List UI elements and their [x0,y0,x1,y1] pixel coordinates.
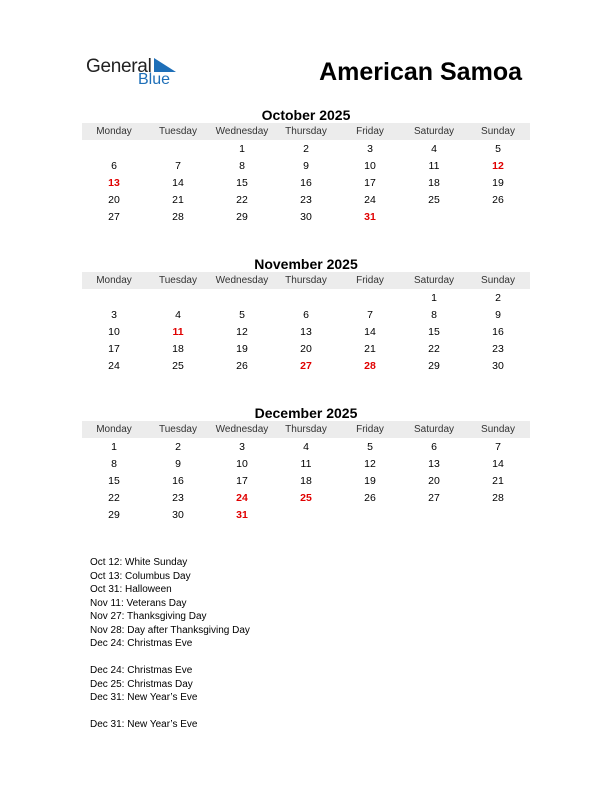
date-cell: 4 [175,308,181,321]
date-cell: 8 [431,308,437,321]
date-cell: 16 [172,474,184,487]
weekday-label: Tuesday [159,275,197,286]
date-cell: 9 [303,159,309,172]
date-cell: 14 [364,325,376,338]
date-cell: 9 [495,308,501,321]
month-title: November 2025 [254,256,358,272]
date-cell: 14 [172,176,184,189]
month-calendar [82,107,530,225]
week-row [82,174,530,191]
date-cell: 3 [367,142,373,155]
date-cell: 27 [428,491,440,504]
date-cell: 17 [236,474,248,487]
date-cell: 10 [108,325,120,338]
weekday-label: Saturday [413,126,455,137]
date-cell: 19 [492,176,504,189]
week-row [82,323,530,340]
weekday-label: Friday [356,126,384,137]
date-cell: 6 [303,308,309,321]
date-cell: 16 [300,176,312,189]
date-cell: 3 [239,440,245,453]
holiday-item: Dec 31: New Year’s Eve [90,719,198,730]
date-cell: 23 [492,342,504,355]
date-cell: 23 [300,193,312,206]
holiday-item: Dec 25: Christmas Day [90,678,193,690]
date-cell: 30 [492,359,504,372]
holiday-date-cell: 11 [172,325,184,338]
general-blue-logo [86,56,186,92]
date-cell: 22 [236,193,248,206]
weekday-label: Thursday [285,275,327,286]
date-cell: 21 [172,193,184,206]
date-cell: 21 [492,474,504,487]
month-title: October 2025 [261,107,351,123]
holiday-date-cell: 24 [236,491,248,504]
holiday-group-spacer [90,651,250,665]
weekday-label: Monday [96,275,132,286]
date-cell: 26 [492,193,504,206]
country-title: American Samoa [319,58,522,86]
logo-word-blue: Blue [138,71,171,88]
date-cell: 6 [111,159,117,172]
holiday-item: Nov 28: Day after Thanksgiving Day [90,624,250,636]
date-cell: 26 [236,359,248,372]
date-cell: 28 [172,210,184,223]
date-cell: 15 [236,176,248,189]
holiday-date-cell: 27 [300,359,312,372]
weekday-label: Saturday [413,424,455,435]
date-cell: 20 [108,193,120,206]
date-cell: 4 [303,440,309,453]
date-cell: 5 [239,308,245,321]
holiday-item: Oct 31: Halloween [90,584,172,595]
week-row [82,340,530,357]
month-calendar [82,256,530,374]
week-row [82,472,530,489]
week-row [82,455,530,472]
date-cell: 16 [492,325,504,338]
date-cell: 19 [364,474,376,487]
date-cell: 24 [108,359,120,372]
date-cell: 23 [172,491,184,504]
date-cell: 12 [364,457,376,470]
date-cell: 2 [495,291,501,304]
week-row [82,438,530,455]
holiday-item: Dec 24: Christmas Eve [90,638,193,649]
date-cell: 13 [428,457,440,470]
date-cell: 12 [236,325,248,338]
holiday-item: Nov 11: Veterans Day [90,597,187,609]
holiday-date-cell: 31 [236,508,248,521]
date-cell: 30 [300,210,312,223]
date-cell: 8 [111,457,117,470]
date-cell: 4 [431,142,437,155]
month-calendar [82,405,530,523]
date-cell: 7 [367,308,373,321]
week-row [82,506,530,523]
weekday-label: Friday [356,424,384,435]
date-cell: 10 [364,159,376,172]
holiday-item: Dec 24: Christmas Eve [90,665,193,676]
weekday-header-row [82,421,530,438]
date-cell: 15 [108,474,120,487]
date-cell: 15 [428,325,440,338]
date-cell: 22 [428,342,440,355]
weekday-label: Monday [96,126,132,137]
date-cell: 9 [175,457,181,470]
date-cell: 6 [431,440,437,453]
week-row [82,157,530,174]
week-row [82,489,530,506]
date-cell: 21 [364,342,376,355]
date-cell: 18 [300,474,312,487]
weekday-label: Wednesday [215,424,269,435]
date-cell: 22 [108,491,120,504]
holiday-group-spacer [90,705,250,719]
date-cell: 26 [364,491,376,504]
logo-word-general: General [86,56,152,77]
date-cell: 7 [175,159,181,172]
date-cell: 18 [172,342,184,355]
holiday-item: Oct 12: White Sunday [90,557,188,568]
date-cell: 20 [428,474,440,487]
date-cell: 24 [364,193,376,206]
date-cell: 1 [239,142,245,155]
date-cell: 8 [239,159,245,172]
holiday-date-cell: 28 [364,359,376,372]
date-cell: 25 [428,193,440,206]
date-cell: 1 [111,440,117,453]
date-cell: 28 [492,491,504,504]
date-cell: 29 [428,359,440,372]
date-cell: 14 [492,457,504,470]
holiday-date-cell: 31 [364,210,376,223]
date-cell: 5 [367,440,373,453]
date-cell: 29 [108,508,120,521]
weekday-label: Sunday [481,275,515,286]
date-cell: 1 [431,291,437,304]
week-row [82,357,530,374]
weekday-label: Sunday [481,424,515,435]
weekday-label: Thursday [285,424,327,435]
date-cell: 29 [236,210,248,223]
date-cell: 5 [495,142,501,155]
holiday-item: Dec 31: New Year’s Eve [90,692,198,703]
holiday-list [90,556,250,732]
holiday-date-cell: 12 [492,159,504,172]
holiday-date-cell: 25 [300,491,312,504]
date-cell: 3 [111,308,117,321]
date-cell: 7 [495,440,501,453]
date-cell: 13 [300,325,312,338]
weekday-label: Saturday [413,275,455,286]
weekday-label: Sunday [481,126,515,137]
date-cell: 2 [303,142,309,155]
date-cell: 27 [108,210,120,223]
week-row [82,208,530,225]
holiday-item: Nov 27: Thanksgiving Day [90,611,207,622]
week-row [82,306,530,323]
date-cell: 17 [108,342,120,355]
weekday-label: Tuesday [159,424,197,435]
week-row [82,191,530,208]
holiday-item: Oct 13: Columbus Day [90,570,191,582]
holiday-date-cell: 13 [108,176,120,189]
date-cell: 19 [236,342,248,355]
date-cell: 17 [364,176,376,189]
weekday-label: Monday [96,424,132,435]
month-title: December 2025 [254,405,358,421]
date-cell: 18 [428,176,440,189]
date-cell: 10 [236,457,248,470]
weekday-header-row [82,123,530,140]
date-cell: 25 [172,359,184,372]
weekday-header-row [82,272,530,289]
date-cell: 30 [172,508,184,521]
weekday-label: Wednesday [215,275,269,286]
week-row [82,140,530,157]
date-cell: 11 [300,457,312,470]
date-cell: 11 [428,159,440,172]
weekday-label: Thursday [285,126,327,137]
weekday-label: Tuesday [159,126,197,137]
date-cell: 20 [300,342,312,355]
date-cell: 2 [175,440,181,453]
weekday-label: Friday [356,275,384,286]
week-row [82,289,530,306]
weekday-label: Wednesday [215,126,269,137]
